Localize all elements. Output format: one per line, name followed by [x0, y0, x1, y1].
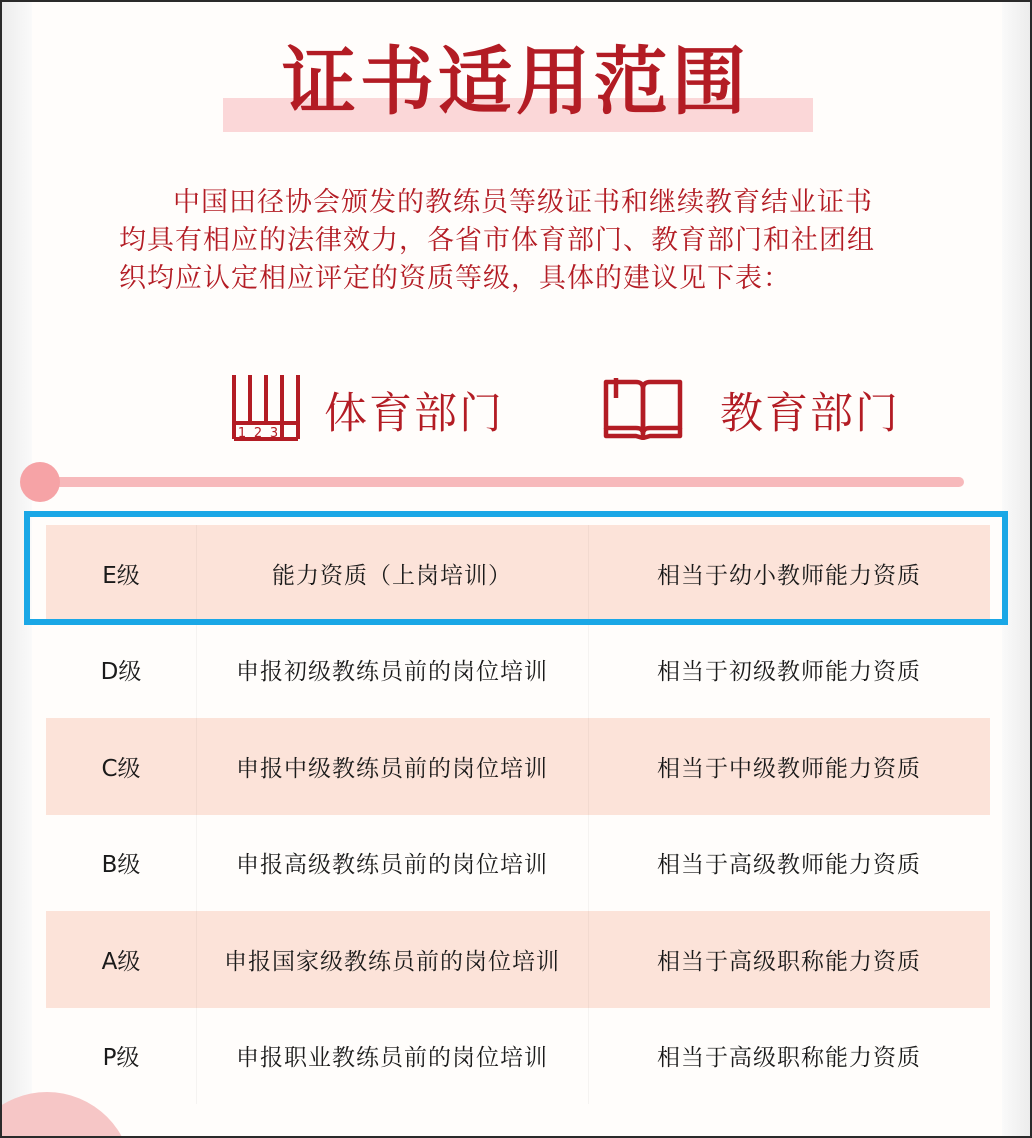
- dept-sports: [230, 370, 504, 450]
- podium-number-1: 1: [237, 426, 247, 441]
- certificate-table: [46, 525, 990, 1104]
- column-divider: [588, 911, 589, 1008]
- column-divider: [588, 815, 589, 912]
- equivalent-cell: 相当于高级职称能力资质: [657, 1045, 921, 1072]
- table-row: [46, 911, 990, 1008]
- level-cell: D级: [100, 659, 142, 686]
- dept-education-label: 教育部门: [720, 388, 900, 439]
- column-divider: [588, 525, 589, 622]
- level-cell: A级: [101, 948, 141, 975]
- table-row: [46, 525, 990, 622]
- column-divider: [588, 718, 589, 815]
- decorative-slider-knob: [20, 462, 60, 502]
- column-divider: [588, 1008, 589, 1105]
- equivalent-cell: 相当于高级教师能力资质: [657, 852, 921, 879]
- table-row: [46, 718, 990, 815]
- dept-sports-label: 体育部门: [324, 388, 504, 439]
- table-row: [46, 815, 990, 912]
- table-row: [46, 1008, 990, 1105]
- level-cell: E级: [102, 562, 140, 589]
- equivalent-cell: 相当于中级教师能力资质: [657, 755, 921, 782]
- column-divider: [588, 622, 589, 719]
- open-book-icon: [602, 376, 684, 444]
- podium-ranking-icon: [230, 373, 302, 447]
- page-title: 证书适用范围: [282, 39, 750, 125]
- column-divider: [196, 815, 197, 912]
- equivalent-cell: 相当于幼小教师能力资质: [657, 562, 921, 589]
- equivalent-cell: 相当于初级教师能力资质: [657, 659, 921, 686]
- training-cell: 申报初级教练员前的岗位培训: [236, 659, 548, 686]
- training-cell: 能力资质（上岗培训）: [272, 562, 512, 589]
- training-cell: 申报高级教练员前的岗位培训: [236, 852, 548, 879]
- right-shade: [1002, 2, 1030, 1136]
- column-divider: [196, 718, 197, 815]
- decorative-slider-track: [42, 477, 964, 487]
- podium-number-3: 3: [269, 426, 279, 441]
- level-cell: C级: [101, 755, 141, 782]
- dept-education: [602, 370, 900, 450]
- level-cell: P级: [102, 1045, 140, 1072]
- training-cell: 申报职业教练员前的岗位培训: [236, 1045, 548, 1072]
- training-cell: 申报中级教练员前的岗位培训: [236, 755, 548, 782]
- intro-paragraph: 中国田径协会颁发的教练员等级证书和继续教育结业证书均具有相应的法律效力，各省市体育部门、教育部门和社团组织均应认定相应评定的资质等级，具体的建议见下表：: [119, 187, 875, 294]
- left-shade: [2, 2, 32, 1136]
- column-divider: [196, 1008, 197, 1105]
- level-cell: B级: [101, 852, 141, 879]
- podium-number-2: 2: [253, 426, 263, 441]
- training-cell: 申报国家级教练员前的岗位培训: [224, 948, 560, 975]
- column-divider: [196, 622, 197, 719]
- table-row: [46, 622, 990, 719]
- column-divider: [196, 911, 197, 1008]
- equivalent-cell: 相当于高级职称能力资质: [657, 948, 921, 975]
- column-divider: [196, 525, 197, 622]
